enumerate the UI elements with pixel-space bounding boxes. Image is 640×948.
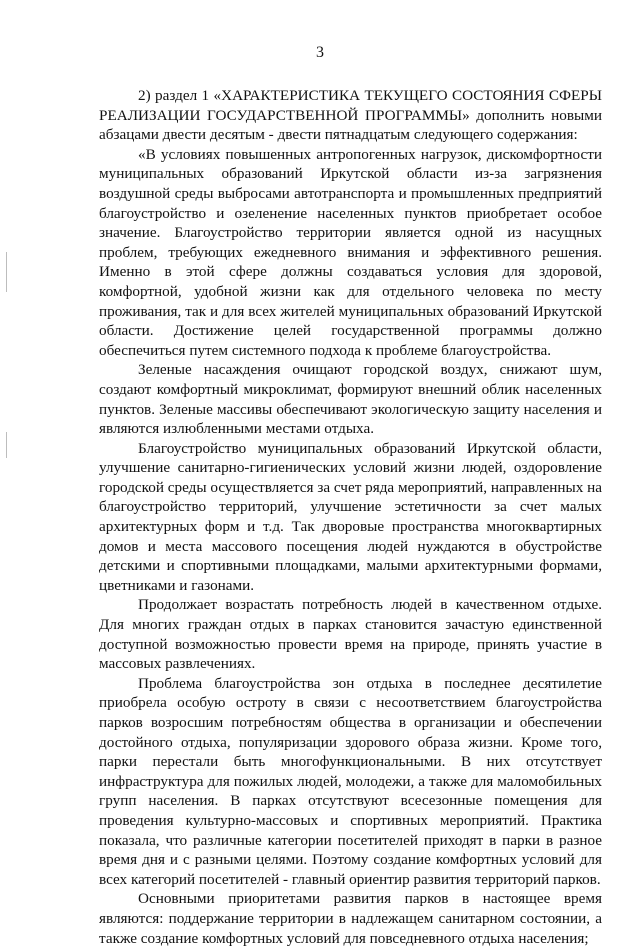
paragraph-improvement: Благоустройство муниципальных образований Иркутской области, улучшение санитарно-гигиенических условий жизни людей, оздоровление городской среды осуществляется за счет ряда мероприятий, направленных на благоустройство территорий, улучшение эстетичности за счет малых архитектурных форм и т.д. Так дворовые пространства многоквартирных домов и места массового посещения людей нуждаются в обустройстве детскими и спортивными площадками, малыми архитектурными формами, цветниками и газонами.	[99, 439, 602, 594]
paragraph-green-plantings: Зеленые насаждения очищают городской воздух, снижают шум, создают комфортный микроклимат, формируют внешний облик населенных пунктов. Зеленые массивы обеспечивают экологическую защиту населения и являются излюбленными местами отдыха.	[99, 361, 602, 438]
page-number: 3	[316, 44, 324, 61]
document-body	[99, 86, 602, 948]
scan-edge-mark	[6, 252, 7, 292]
paragraph-priorities: Основными приоритетами развития парков в настоящее время являются: поддержание территории в надлежащем санитарном состоянии, а также создание комфортных условий для повседневного отдыха населения;	[99, 890, 602, 947]
scan-edge-mark	[6, 432, 7, 458]
paragraph-park-problem: Проблема благоустройства зон отдыха в последнее десятилетие приобрела особую остроту в связи с несоответствием благоустройства парков возросшим потребностям общества в организации и обеспечении достойного отдыха, популяризации здорового образа жизни. Кроме того, парки перестали быть многофункциональными. В них отсутствует инфраструктура для пожилых людей, молодежи, а также для маломобильных групп населения. В парках отсутствуют всесезонные помещения для проведения культурно-массовых и спортивных мероприятий. Практика показала, что различные категории посетителей приходят в парки в разное время дня и с разными целями. Поэтому создание комфортных условий для всех категорий посетителей - главный ориентир развития территорий парков.	[99, 674, 602, 888]
paragraph-leisure-demand: Продолжает возрастать потребность людей в качественном отдыхе. Для многих граждан отдых в парках становится зачастую единственной доступной возможностью провести время на природе, принять участие в массовых развлечениях.	[99, 596, 602, 673]
paragraph-amendment: 2) раздел 1 «ХАРАКТЕРИСТИКА ТЕКУЩЕГО СОСТОЯНИЯ СФЕРЫ РЕАЛИЗАЦИИ ГОСУДАРСТВЕННОЙ ПРОГРАММЫ» дополнить новыми абзацами двести десятым - двести пятнадцатым следующего содержания:	[99, 87, 602, 144]
paragraph-conditions: «В условиях повышенных антропогенных нагрузок, дискомфортности муниципальных образований Иркутской области из-за загрязнения воздушной среды выбросами автотранспорта и промышленных предприятий благоустройство и озеленение населенных пунктов приобретает особое значение. Благоустройство территории является одной из насущных проблем, требующих ежедневного внимания и эффективного решения. Именно в этой сфере должны создаваться условия для здоровой, комфортной, удобной жизни как для отдельного человека по месту проживания, так и для всех жителей муниципальных образований Иркутской области. Достижение целей государственной программы должно обеспечиться путем системного подхода к проблеме благоустройства.	[99, 145, 602, 359]
